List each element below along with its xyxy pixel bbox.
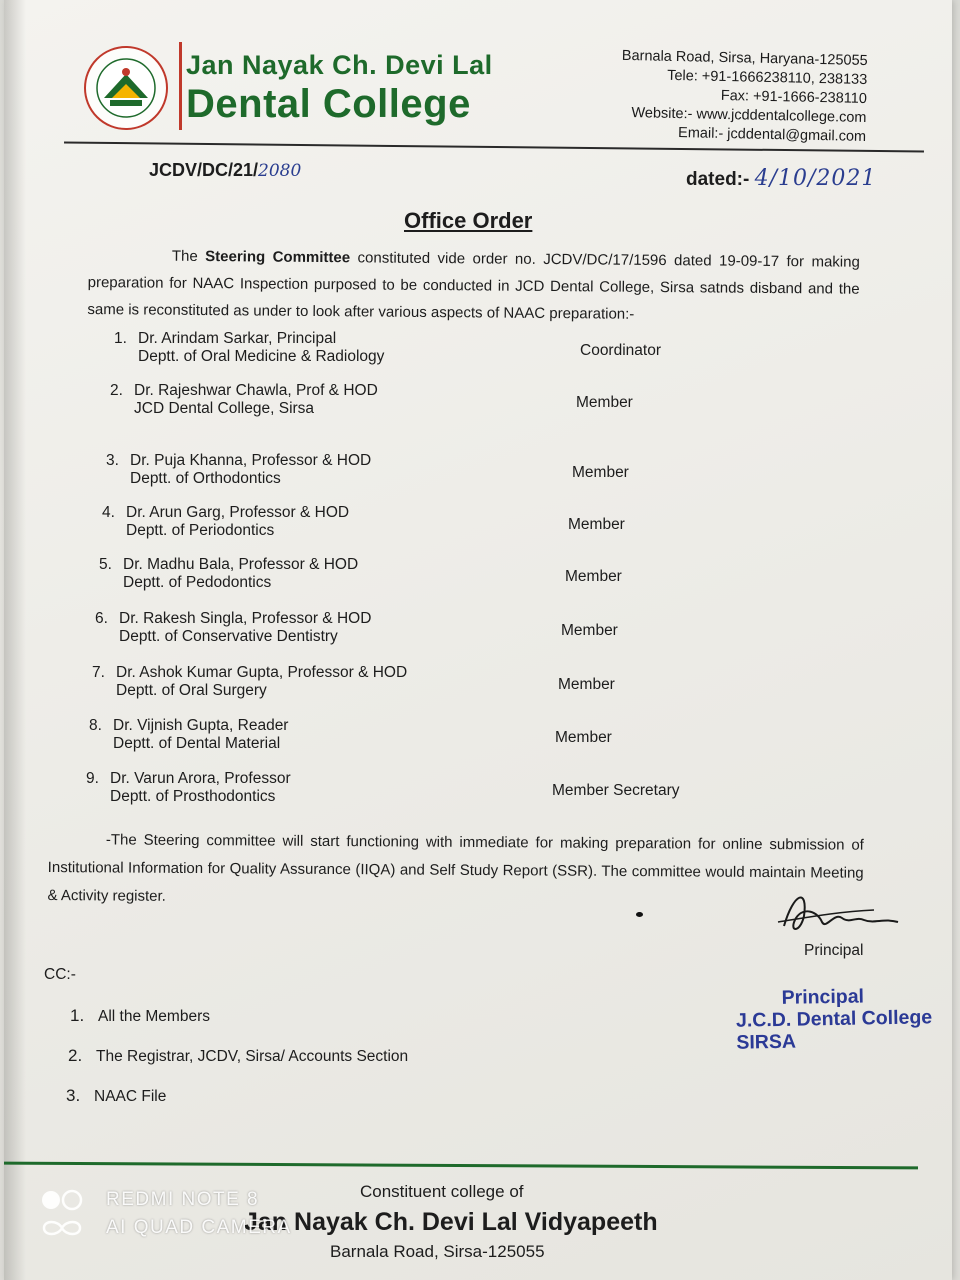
member-role: Member xyxy=(565,568,622,585)
reference-number xyxy=(149,160,301,181)
member-dept: Deptt. of Oral Surgery xyxy=(116,682,267,699)
intro-paragraph xyxy=(87,242,860,330)
intro-start: The xyxy=(171,247,206,266)
member-role: Member xyxy=(572,464,629,481)
cc-number: 2. xyxy=(68,1046,83,1065)
member-dept: JCD Dental College, Sirsa xyxy=(134,400,315,417)
member-dept: Deptt. of Periodontics xyxy=(126,522,275,539)
member-role: Coordinator xyxy=(580,342,661,359)
footer-line-1: Constituent college of xyxy=(360,1182,524,1201)
college-name-line-1: Jan Nayak Ch. Devi Lal xyxy=(186,50,493,80)
member-name: Dr. Rajeshwar Chawla, Prof & HOD xyxy=(134,382,378,399)
member-dept: Deptt. of Orthodontics xyxy=(130,470,281,487)
signatory-label: Principal xyxy=(804,942,864,959)
member-number: 9. xyxy=(86,770,99,787)
page-title: Office Order xyxy=(404,208,533,233)
member-dept: Deptt. of Conservative Dentistry xyxy=(119,628,338,645)
closing-text: -The Steering committee will start functioning with immediate for making preparation for online submission of Institutional Information for Quality Assurance (IIQA) and Self Study Report (SSR). The committee would maintain Meeting & Activity register. xyxy=(47,831,864,905)
member-role: Member xyxy=(558,676,615,693)
member-name: Dr. Ashok Kumar Gupta, Professor & HOD xyxy=(116,664,408,681)
footer-line-3: Barnala Road, Sirsa-125055 xyxy=(330,1242,545,1261)
website: Website:- www.jcddentalcollege.com xyxy=(631,105,867,126)
member-name: Dr. Arindam Sarkar, Principal xyxy=(138,330,337,347)
closing-paragraph xyxy=(47,826,864,916)
member-role: Member xyxy=(568,516,625,533)
member-number: 6. xyxy=(95,610,108,627)
member-dept: Deptt. of Pedodontics xyxy=(123,574,272,591)
member-name: Dr. Puja Khanna, Professor & HOD xyxy=(130,452,372,469)
member-number: 4. xyxy=(102,504,115,521)
member-name: Dr. Vijnish Gupta, Reader xyxy=(113,717,289,734)
member-role: Member xyxy=(555,729,612,746)
footer-line-2: Jan Nayak Ch. Devi Lal Vidyapeeth xyxy=(244,1208,658,1236)
email: Email:- jcddental@gmail.com xyxy=(678,125,867,145)
member-name: Dr. Arun Garg, Professor & HOD xyxy=(126,504,350,521)
member-number: 5. xyxy=(99,556,112,573)
stamp-line-1: Principal xyxy=(781,985,865,1009)
stamp-line-2: J.C.D. Dental College xyxy=(735,1006,933,1032)
member-name: Dr. Rakesh Singla, Professor & HOD xyxy=(119,610,372,627)
date-line xyxy=(686,166,876,191)
fax: Fax: +91-1666-238110 xyxy=(720,87,868,107)
stamp-line-3: SIRSA xyxy=(736,1030,797,1054)
member-number: 2. xyxy=(110,382,123,399)
dated-handwritten-value: 4/10/2021 xyxy=(754,166,877,191)
cc-item xyxy=(70,1006,210,1026)
cc-text: The Registrar, JCDV, Sirsa/ Accounts Section xyxy=(96,1048,409,1065)
college-name-line-2: Dental College xyxy=(186,82,471,126)
member-name: Dr. Madhu Bala, Professor & HOD xyxy=(123,556,359,573)
member-dept: Deptt. of Prosthodontics xyxy=(110,788,276,805)
official-stamp xyxy=(735,984,932,1053)
watermark-line-1: REDMI NOTE 8 xyxy=(106,1189,260,1210)
dated-label: dated:- xyxy=(686,169,750,190)
footer-rule xyxy=(4,1162,918,1170)
brand-divider xyxy=(179,42,182,130)
camera-lens-icon xyxy=(40,1188,90,1240)
ink-dot xyxy=(636,912,643,917)
member-number: 1. xyxy=(114,330,127,347)
principal-signature xyxy=(764,882,904,942)
cc-item xyxy=(68,1046,408,1066)
member-number: 7. xyxy=(92,664,105,681)
member-number: 8. xyxy=(89,717,102,734)
watermark-line-2: AI QUAD CAMERA xyxy=(106,1217,292,1238)
cc-text: All the Members xyxy=(98,1008,210,1025)
cc-item xyxy=(66,1086,166,1106)
page-shadow xyxy=(4,0,26,1280)
member-name: Dr. Varun Arora, Professor xyxy=(110,770,291,787)
address: Barnala Road, Sirsa, Haryana-125055 xyxy=(621,47,868,69)
member-role: Member Secretary xyxy=(552,782,680,799)
member-role: Member xyxy=(561,622,618,639)
cc-number: 3. xyxy=(66,1086,81,1105)
document-page xyxy=(4,0,952,1280)
cc-text: NAAC File xyxy=(94,1088,167,1105)
member-dept: Deptt. of Oral Medicine & Radiology xyxy=(138,348,385,365)
intro-bold: Steering Committee xyxy=(205,248,351,267)
cc-label: CC:- xyxy=(44,966,76,983)
college-logo xyxy=(82,44,170,132)
reference-handwritten-number: 2080 xyxy=(258,161,302,181)
telephone: Tele: +91-1666238110, 238133 xyxy=(667,67,868,88)
member-role: Member xyxy=(576,394,633,411)
intro-end: constituted vide order no. JCDV/DC/17/1596 dated 19-09-17 for making preparation for NAAC Inspection purposed to be conducted in JCD Dental College, Sirsa satnds disband and the same is reconstituted as under to look after various aspects of NAAC preparation:- xyxy=(87,249,860,323)
contact-block xyxy=(620,47,868,147)
cc-number: 1. xyxy=(70,1006,85,1025)
member-dept: Deptt. of Dental Material xyxy=(113,735,281,752)
reference-prefix: JCDV/DC/21/ xyxy=(149,160,259,180)
member-number: 3. xyxy=(106,452,119,469)
